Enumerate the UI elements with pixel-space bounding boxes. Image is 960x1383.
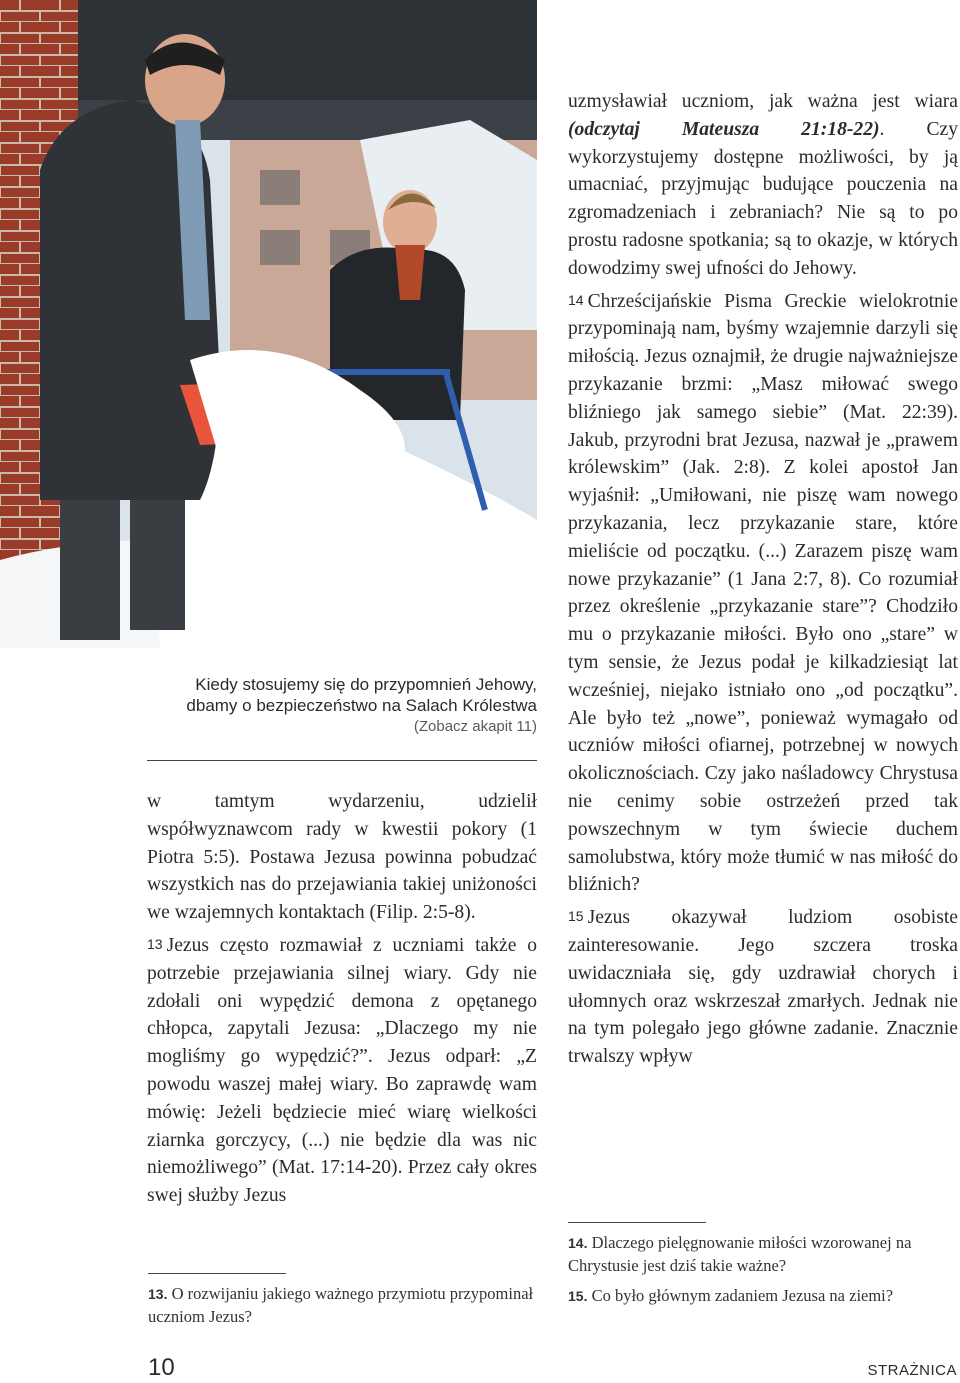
study-question-13 <box>148 1283 538 1328</box>
paragraph-text: Jezus okazywał ludziom osobiste zainteresowanie. Jego szczera troska uwidaczniała się, gdy uzdrawiał chorych i ułomnych oraz wskrzeszał zmarłych. Jednak nie na tym polegało jego główne zadanie. Znacznie trwalszy wpływ <box>568 907 958 1068</box>
study-questions-right <box>568 1232 958 1308</box>
left-column <box>147 788 537 1210</box>
paragraph-number: 14 <box>568 291 584 308</box>
paragraph-text: . Czy wykorzystujemy dostępne możliwości, by ją umacniać, przyjmując budujące pouczenia na zgromadzeniach i zebraniach? Nie są to po prostu radosne spotkania; są to okazje, w których dowodzimy swej ufności do Jehowy. <box>568 118 959 279</box>
paragraph-number: 15 <box>568 908 584 925</box>
right-column <box>568 88 958 1071</box>
caption-reference: (Zobacz akapit 11) <box>413 718 537 735</box>
snow-shoveling-photo <box>0 0 537 648</box>
caption-text: Kiedy stosujemy się do przypomnień Jehowy, dbamy o bezpieczeństwo na Salach Królestwa <box>186 675 537 715</box>
paragraph-15 <box>568 903 958 1071</box>
question-text: Dlaczego pielęgnowanie miłości wzorowanej na Chrystusie jest dziś takie ważne? <box>568 1233 912 1275</box>
study-question-15 <box>568 1285 958 1308</box>
question-text: O rozwijaniu jakiego ważnego przymiotu przypominał uczniom Jezus? <box>148 1284 534 1326</box>
photo-illustration <box>0 0 537 648</box>
paragraph-text: Jezus często rozmawiał z uczniami także o potrzebie przejawiania silnej wiary. Gdy nie zdołali oni wypędzić demona z opętanego chłopca, zapytali Jezusa: „Dlaczego my nie mogliśmy go wypędzić?”. Jezus odparł: „Z powodu waszej małej wiary. Bo zaprawdę wam mówię: Jeżeli będziecie mieć wiarę wielkości ziarnka gorczycy, (...) nie będzie dla was nic niemożliwego” (Mat. 17:14-20). Przez cały okres swej służby Jezus <box>147 934 537 1207</box>
question-number: 13. <box>148 1286 168 1302</box>
scripture-reference: (odczytaj Mateusza 21:18-22) <box>568 118 880 140</box>
question-number: 14. <box>568 1235 588 1251</box>
paragraph-number: 13 <box>147 935 163 952</box>
question-rule-right <box>568 1222 706 1223</box>
photo-caption <box>140 674 537 737</box>
paragraph-text: uzmysławiał uczniom, jak ważna jest wiara <box>568 91 958 112</box>
study-questions-left <box>148 1283 538 1328</box>
paragraph-text: Chrześcijańskie Pisma Greckie wielokrotnie przypominają nam, byśmy wzajemnie darzyli się miłością. Jezus oznajmił, że drugie najważniejsze przykazanie brzmi: „Masz miłować swego bliźniego jak samego siebie” (Mat. 22:39). Jakub, przyrodni brat Jezusa, nazwał je „prawem królewskim” (Jak. 2:8). Z kolei apostoł Jan wyjaśnił: „Umiłowani, nie piszę wam nowego przykazania, lecz przykazanie stare, które mieliście od początku. (...) Zarazem piszę wam nowe przykazanie” (1 Jana 2:7, 8). Co rozumiał przez określenie „przykazanie stare”? Chodziło mu o przykazanie miłości. Było ono „stare” w tym sensie, że Jezus podał je kilkadziesiąt lat wcześniej, niejako istniało ono „od początku”. Ale było też „nowe”, ponieważ wymagało od uczniów miłości ofiarnej, potrzebnej w nowych okolicznościach. Czy jako naśladowcy Chrystusa nie cenimy sobie ostrzeżeń przed tak powszechnym w tym świecie duchem samolubstwa, który może tłumić w nas miłość do bliźnich? <box>568 290 958 896</box>
magazine-name: STRAŻNICA <box>867 1362 957 1379</box>
question-number: 15. <box>568 1288 588 1304</box>
paragraph-13 <box>147 931 537 1210</box>
study-question-14 <box>568 1232 958 1277</box>
column-divider-rule <box>147 760 537 761</box>
paragraph-continued <box>568 88 958 283</box>
page-number: 10 <box>148 1354 175 1381</box>
question-rule-left <box>148 1273 286 1274</box>
paragraph-14 <box>568 287 958 900</box>
question-text: Co było głównym zadaniem Jezusa na ziemi? <box>591 1286 894 1305</box>
paragraph-continued: w tamtym wydarzeniu, udzielił współwyznawcom rady w kwestii pokory (1 Piotra 5:5). Postawa Jezusa powinna pobudzać wszystkich nas do przejawiania takiej uniżoności we wzajemnych kontaktach (Filip. 2:5-8). <box>147 791 537 924</box>
